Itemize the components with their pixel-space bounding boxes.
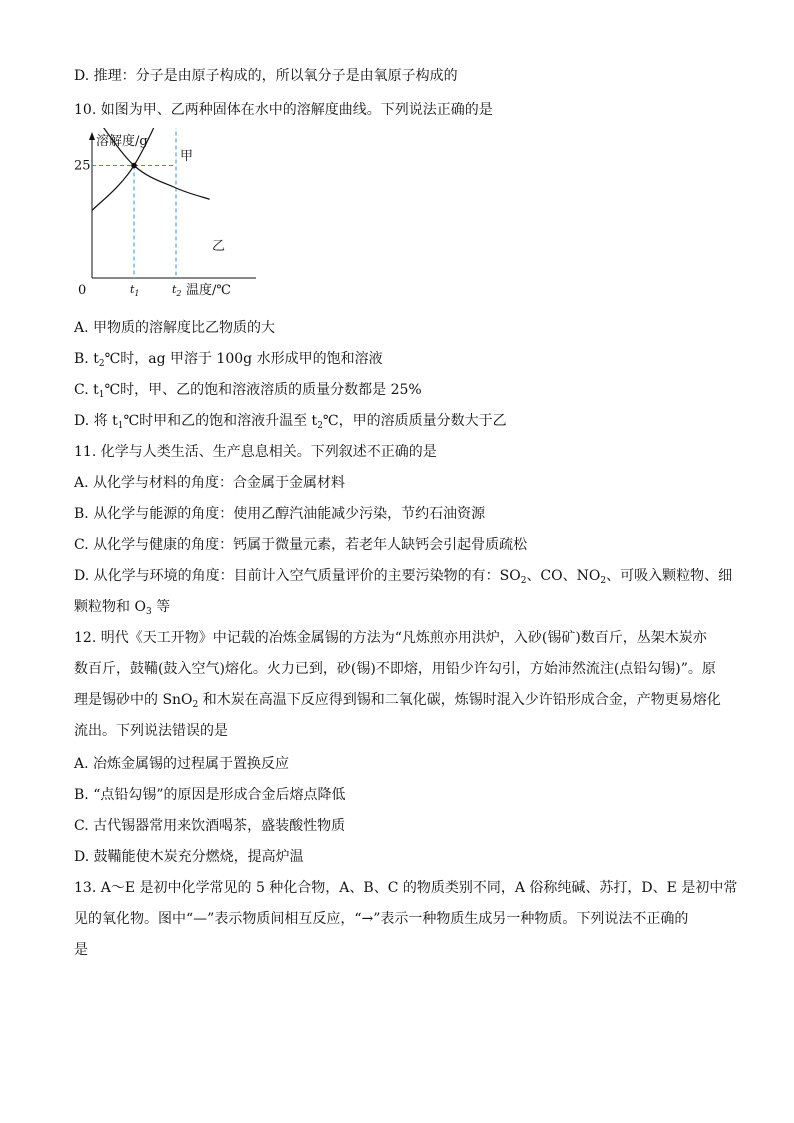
q13-line1: 13. A～E 是初中化学常见的 5 种化合物，A、B、C 的物质类别不同，A 俗称纯碱、苏打，D、E 是初中常 xyxy=(74,880,738,896)
series-label-jia: 甲 xyxy=(180,149,194,164)
solubility-chart xyxy=(74,128,264,303)
x-tick-t1: $t_1$ xyxy=(130,283,140,298)
q13-line2: 见的氧化物。图中“—”表示物质间相互反应，“→”表示一种物质生成另一种物质。下列说法不正确的 xyxy=(74,911,689,927)
intersection-point xyxy=(131,163,137,169)
y-tick-25: 25 xyxy=(74,158,91,174)
y-axis-arrow-icon xyxy=(89,132,95,140)
origin-label: 0 xyxy=(78,283,87,298)
q12-option-c: C. 古代锡器常用来饮酒喝茶，盛装酸性物质 xyxy=(74,818,346,834)
q10-option-d: D. 将 $t_1℃$时甲和乙的饱和溶液升温至 $t_2℃$，甲的溶质质量分数大于乙 xyxy=(74,413,507,431)
q9-option-d: D. 推理：分子是由原子构成的，所以氧分子是由氧原子构成的 xyxy=(74,68,458,84)
x-tick-t2: $t_2$ xyxy=(172,283,182,298)
q12-option-b: B. “点铅勾锡”的原因是形成合金后熔点降低 xyxy=(74,787,346,803)
q12-option-d: D. 鼓鞴能使木炭充分燃烧，提高炉温 xyxy=(74,849,304,865)
q12-line1: 12. 明代《天工开物》中记载的冶炼金属锡的方法为“凡炼煎亦用洪炉，入砂(锡矿)数百斤，丛架木炭亦 xyxy=(74,630,707,646)
q12-line4: 流出。下列说法错误的是 xyxy=(74,723,228,739)
q10-stem: 10. 如图为甲、乙两种固体在水中的溶解度曲线。下列说法正确的是 xyxy=(74,102,493,118)
series-label-yi: 乙 xyxy=(212,239,226,254)
q12-line2: 数百斤，鼓鞴(鼓入空气)熔化。火力已到，砂(锡)不即熔，用铅少许勾引，方始沛然流注(点铅勾锡)”。原 xyxy=(74,661,716,677)
q11-option-b: B. 从化学与能源的角度：使用乙醇汽油能减少污染，节约石油资源 xyxy=(74,506,486,522)
q12-option-a: A. 冶炼金属锡的过程属于置换反应 xyxy=(74,756,290,772)
q11-option-a: A. 从化学与材料的角度：合金属于金属材料 xyxy=(74,475,346,491)
q13-line3: 是 xyxy=(74,942,88,958)
x-axis-label: 温度/℃ xyxy=(186,283,231,298)
q10-option-c: C. $t_1℃$时，甲、乙的饱和溶液溶质的质量分数都是 25% xyxy=(74,382,422,400)
q10-option-b: B. $t_2℃$时，ag 甲溶于 100g 水形成甲的饱和溶液 xyxy=(74,351,383,369)
q11-option-c: C. 从化学与健康的角度：钙属于微量元素，若老年人缺钙会引起骨质疏松 xyxy=(74,537,528,553)
y-axis-label: 溶解度/g xyxy=(96,134,148,149)
q11-stem: 11. 化学与人类生活、生产息息相关。下列叙述不正确的是 xyxy=(74,444,437,460)
q10-option-a: A. 甲物质的溶解度比乙物质的大 xyxy=(74,320,276,336)
q11-option-d: D. 从化学与环境的角度：目前计入空气质量评价的主要污染物的有：$SO_2$、CO、$NO_2$、可吸入颗粒物、细 xyxy=(74,568,733,586)
q12-line3: 理是锡砂中的 SnO$_2$ 和木炭在高温下反应得到锡和二氧化碳，炼锡时混入少许铅形成合金，产物更易熔化 xyxy=(74,692,721,710)
q11-option-d-cont: 颗粒物和 $O_3$ 等 xyxy=(74,599,171,617)
